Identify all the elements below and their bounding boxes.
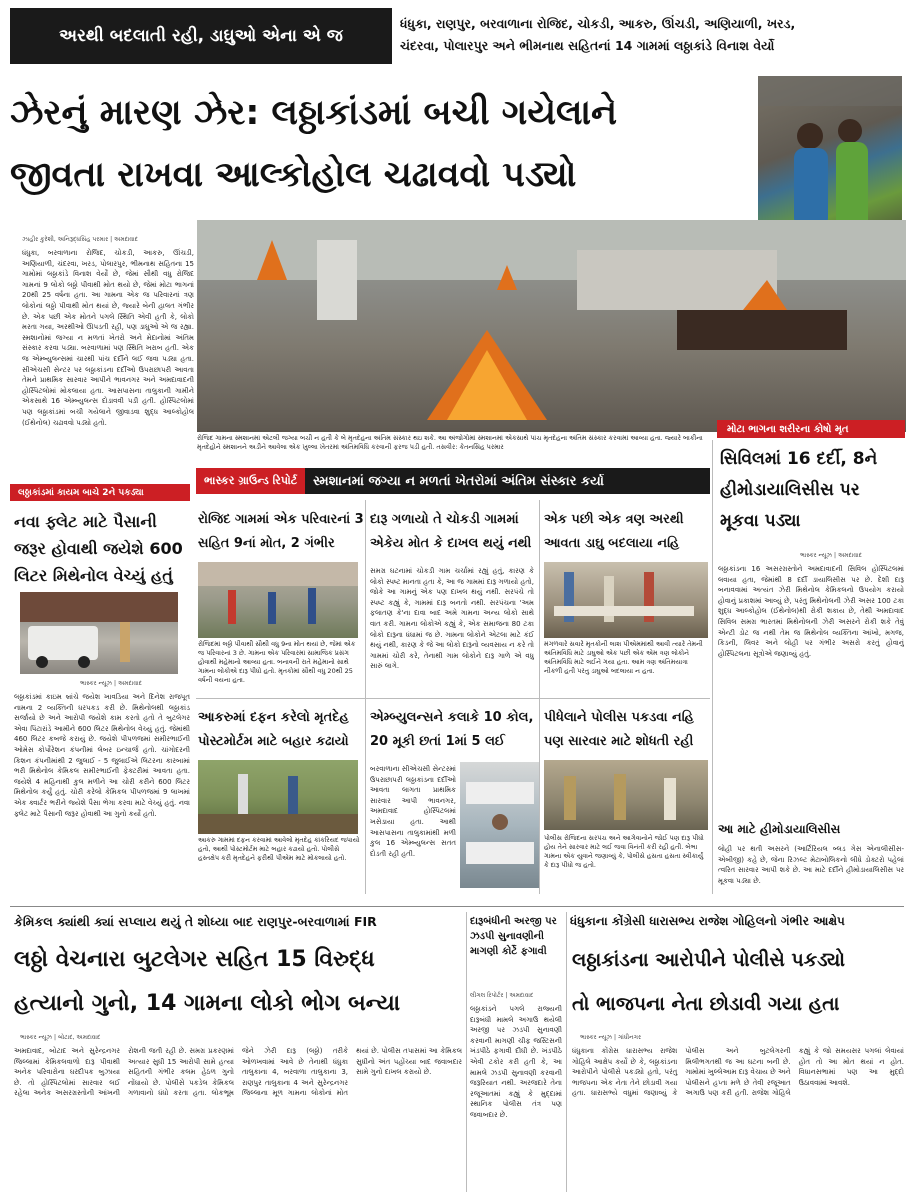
bottom-right-body: ધંધુકાના કોંગ્રેસ ધારાસભ્ય રાજેશ ગોહિલે આક્ષેપ કર્યો છે કે, લઠ્ઠાકાંડના આરોપીને પોલીસે પકડ્યો હતો, પરંતુ ભાજપના એક નેતા તેને છોડાવી ગયા હતા. ધારાસભ્યે વધુમાં જણાવ્યું કે પોલીસ અને બુટલેગરની મિલીભગતથી જ આ ઘટના બની છે. ગામોમાં ખુલ્લેઆમ દારૂ વેચાય છે અને પોલીસને હપ્તા મળે છે તેવી રજૂઆત અગાઉ પણ કરી હતી. રાજેશ ગોહિલે કહ્યું કે જો સમયસર પગલાં લેવાયાં હોત તો આ મોત થયાં ન હોત. વિધાનસભામાં પણ આ મુદ્દો ઉઠાવવામાં આવશે. xyxy=(572,1047,904,1098)
ground-report-title: સ્મશાનમાં જગ્યા ન મળતાં ખેતરોમાં અંતિમ સંસ્કાર કર્યા xyxy=(313,473,604,489)
story-police-caption: પોલીસ રોજિદના સરપંચ અને આગેવાનોને જોઈ પણ દારૂ પીધો હોય તેને સારવાર માટે લઈ જવા વિનંતી કરી રહી હતી. બેભા ગામના એક યુવાને જણાવ્યું કે, પોલીસે હસતા હસતા સ્વીકાર્યું કે દારૂ પીધો જ હતો. xyxy=(544,834,704,869)
right-story-body2: લોહી પર થતી અસરને (આર્ટિરિયલ બ્લડ ગેસ એનાલીસીસ-એબીજી) કહે છે, જેના રિઝલ્ટ મેટાબોલિકનો લીધે ડોક્ટરો પહેલાં ત્વરિત સારવાર આપી શકે છે. આ માટે દર્દીને હીમોડાયાલિસીસ પર મૂકવા પડ્યા છે. xyxy=(718,845,904,885)
lead-byline: ઝાહીર કુરેશી, અનિરૂદ્ધસિંહ પરમાર | અમદાવાદ xyxy=(22,236,138,243)
bottom-left-headline1: લઠ્ઠો વેચનારા બુટલેગર સહિત 15 વિરુદ્ધ xyxy=(14,947,375,972)
exhumation-photo xyxy=(198,760,358,834)
main-headline-line1: ઝેરનું મારણ ઝેર: લઠ્ઠાકાંડમાં બચી ગયેલાને xyxy=(10,93,618,133)
col-divider-3 xyxy=(712,440,713,894)
pyres-fire-icon xyxy=(197,220,906,432)
bottom-left-headline2: હત્યાનો ગુનો, 14 ગામના લોકો ભોગ બન્યા xyxy=(14,991,401,1016)
top-badge xyxy=(10,8,392,64)
bottom-left-body: અમદાવાદ, બોટાદ અને સુરેન્દ્રનગર જિલ્લામાં કેમિકલવાળો દારૂ પીવાથી અનેક પરિવારોના ઘરદીપક બુઝાયા છે. તો હોસ્પિટલોમાં સારવાર લઈ રહેલા અનેક અસરગ્રસ્તોની આંખની રોશની જતી રહી છે. સમગ્ર પ્રકરણમાં અત્યાર સુધી 15 આરોપી સામે હત્યા સહિતની ગંભીર કલમ હેઠળ ગુનો નોંધાયો છે. પોલીસે પકડેલ કેમિકલ ગળાવાનો ધંધો કરતા હતા. લોકભૂમ જેને ઝેરી દારૂ (લઠ્ઠો) તરીકે ઓળખવામાં આવે છે તેનાથી ધંધુકા તાલુકાના 4, બરવાળા તાલુકાના 3, રાણપુર તાલુકાના 4 અને સુરેન્દ્રનગર જિલ્લાના મૂળ ગામના લોકોનાં મોત થયાં છે. પોલીસ તપાસમાં આ કેમિકલ સુધીનો અંત પહોંચ્યા બાદ જવાબદાર સામે ગુનો દાખલ કરાયો છે. xyxy=(14,1047,462,1098)
col-divider-2 xyxy=(539,500,540,894)
policemen-icon xyxy=(544,760,708,830)
bottom-left-credit: ભાસ્કર ન્યૂઝ | બોટાદ, અમદાવાદ xyxy=(20,1034,101,1041)
main-headline-line2: જીવતા રાખવા આલ્કોહોલ ચઢાવવો પડ્યો xyxy=(10,155,577,195)
patient-bed-icon xyxy=(460,762,540,888)
cremation-ground-photo xyxy=(197,220,906,432)
police-van-icon xyxy=(20,592,178,674)
story-rojid-headline: રોજિદ ગામમાં એક પરિવારનાં 3 સહિત 9નાં મોત, 2 ગંભીર xyxy=(198,512,364,551)
left-story-credit: ભાસ્કર ન્યૂઝ | અમદાવાદ xyxy=(80,680,142,687)
funeral-procession-photo xyxy=(544,562,708,638)
cells-dead-label-text: મોટા ભાગના શરીરના કોષો મૃત xyxy=(727,423,849,435)
bottom-right-headline2: તો ભાજપના નેતા છોડાવી ગયા હતા xyxy=(572,993,840,1015)
story-rojid-caption: રોજિદમાં લઠ્ઠો પીવાથી સૌથી વધુ 9ના મોત થયાં છે, જેમાં એક જ પરિવારનાં 3 છે. ગામના એક પરિવારમાં સામાજિક પ્રસંગ હોવાથી મહેમાનો આવ્યા હતા. બનાવની રાતે મહેમાનો સાથે ગામના લોકોએ દારૂ પીધો હતો. મૃતકોમાં સૌથી વધુ 20થી 25 વર્ષની વયના હતા. xyxy=(198,640,356,684)
bottom-divider xyxy=(10,906,904,907)
police-van-photo xyxy=(20,592,178,674)
right-story-credit: ભાસ્કર ન્યૂઝ | અમદાવાદ xyxy=(800,552,862,559)
story-ambulance-headline: એમ્બ્યુલન્સને કલાકે 10 કોલ, 20 મૂકી છતાં 1માં 5 લઈ xyxy=(370,710,534,749)
bottom-col-divider-1 xyxy=(466,912,467,1192)
bottom-left-kicker: કેમિકલ ક્યાંથી ક્યાં સપ્લાય થયું તે શોધ્યા બાદ રાણપુર-બરવાળામાં FIR xyxy=(14,914,377,929)
story-chokdi-body: સમગ્ર ઘટનામાં ચોકડી ગામ ચર્ચામાં રહ્યું હતું, કારણ કે લોકો સ્પષ્ટ માનતા હતા કે, આ જ ગામમાં દારૂ ગળાયો હતો, જોકે આ ગામનું એક પણ દાખલ થયું નથી. સરપંચે તો સ્પષ્ટ કહ્યું કે, ગામમાં દારૂ બનતો નથી. સરપંચના 'અમ ફલાતણ કે'ના દાવા બાદ અમે ગામના અન્ય લોકો સાથે વાત કરી. ગામના લોકોએ કહ્યું કે, એક સમાજના 80 ટકા લોકો દારૂના ધંધામાં જ છે. ગામના લોકોને એટલા માટે કંઈ થયું નથી, કારણ કે જે આ લોકો દારૂનો વ્યવસાય ન કરે તો ગામમાં ચોરી કરે, તેનાથી ગામ લોકોને દારૂ ગાળે એ વધુ સારું લાગે. xyxy=(370,567,534,671)
story-ambulance-body: બરવાળાના સીએચસી સેન્ટરમાં ઉપરાછાપરી લઠ્ઠાકાંડના દર્દીઓ આવતા લાગતા પ્રાથમિક સારવાર આપી ભાવનગર, અમદાવાદ હોસ્પિટલમાં ખસેડાયા હતા. આથી આસપાસના તાલુકામાંથી મળી કુલ 16 એમ્બ્યુલન્સ સતત દોડતી રહી હતી. xyxy=(370,765,456,858)
top-badge-text: અરથી બદલાતી રહી, ડાઘુઓ એના એ જ xyxy=(59,26,343,46)
mid-divider xyxy=(196,698,710,699)
story-chokdi-headline: દારૂ ગળાયો તે ચોકડી ગામમાં એકેય મોત કે દાખલ થયું નથી xyxy=(370,512,532,551)
bottom-mid-credit: લીગલ રિપોર્ટર | અમદાવાદ xyxy=(470,992,534,999)
procession-icon xyxy=(544,562,708,638)
left-story-headline: નવા ફ્લેટ માટે પૈસાની જરૂર હોવાથી જયેશે 600 લિટર મિથેનોલ વેચ્યું હતું xyxy=(14,512,183,585)
top-summary-line1: ધંધુકા, રાણપુર, બરવાળાના રોજિદ, ચોકડી, આકરુ, ઊંચડી, અણિયાળી, ખરડ, xyxy=(400,16,796,31)
right-story-headline: સિવિલમાં 16 દર્દી, 8ને હીમોડાયાલિસીસ પર મૂકવા પડ્યા xyxy=(720,449,878,531)
hospital-patients-photo xyxy=(460,762,540,888)
right-story-subhead: આ માટે હીમોડાયાલિસીસ xyxy=(718,822,841,836)
police-search-photo xyxy=(544,760,708,830)
main-headline xyxy=(10,82,750,222)
story-arthi-caption: મંગળવારે સવારે મૃતકોની લાશ પીએમમાંથી આવી ત્યારે તેમની અંતિમવિધિ માટે ડાઘુઓ એક પછી એક એમ ત્રણ લોકોને અંતિમવિધિ માટે લઈને ગયા હતા. આમ ત્રણ અંતિમયાત્રા નીકળી હતી પરંતુ ડાઘુઓ બદલાયા ન હતા. xyxy=(544,640,703,675)
ground-report-brand: ભાસ્કર ગ્રાઉન્ડ રિપોર્ટ xyxy=(196,468,305,494)
bottom-right-credit: ભાસ્કર ન્યૂઝ | ગાંધીનગર xyxy=(580,1034,642,1041)
top-summary xyxy=(396,8,904,64)
villagers-icon xyxy=(198,562,358,638)
bottom-mid-kicker: દારૂબંધીની અરજી પર ઝડપી સુનાવણીની માગણી કોર્ટે ફગાવી xyxy=(470,916,557,957)
story-akaru-headline: આકરુમાં દફન કરેલો મૃતદેહ પોસ્ટમોર્ટમ માટે બહાર કઢાયો xyxy=(198,710,349,749)
story-akaru-caption: આકરુ ગામમાં દફન કરવામાં આવેલો મૃતદેહ કાંકરિયદ જપાયો હતો, આથી પોસ્ટમોર્ટમ માટે બહાર કઢાયો હતો. પોલીસે હસ્તક્ષેપ કરી મૃતદેહને ફરીથી પીએમ માટે મોકલાયો હતો. xyxy=(198,836,360,862)
top-summary-line2: ચંદરવા, પોલારપુર અને ભીમનાથ સહિતનાં 14 ગામમાં લઠ્ઠાકાંડે વિનાશ વેર્યો xyxy=(400,38,775,53)
right-story-body: લઠ્ઠાકાંડના 16 અસરગ્રસ્તોને અમદાવાદની સિવિલ હોસ્પિટલમાં લવાયા હતા, જેમાંથી 8 દર્દી ડાયાલિસીસ પર છે. દેશી દારૂ બનાવવામાં અત્યંત ઝેરી મિથેનોલ કેમિકલનો ઉપયોગ કરાયો હોવાનું પ્રકાશમાં આવ્યું છે, પરંતુ મિથેનોલની ઝેરી અસર 100 ટકા શુદ્ધ આલ્કોહોલ (ઈથેનોલ)થી રોકી શકાય છે, તેથી અમદાવાદ સિવિલ સમગ્ર ભારતમાં મિથેનોલની ઝેરી અસરને રોકી શકે તેવું એન્ટી ડોટ જ નથી તેમ જ મિથેનોલ વ્યક્તિના આંખો, મગજ, કિડની, લિવર અને લોહી પર ગંભીર અસરો કરતું હોવાનું હોસ્પિટલના સૂત્રોએ જણાવ્યું હતું. xyxy=(718,565,904,658)
story-police-headline: પીધેલાને પોલીસ પકડવા નહિ પણ સારવાર માટે શોધતી રહી xyxy=(544,710,694,749)
left-red-label-text: લઠ્ઠાકાંડમાં કાયમ બાચે 2ને પકડ્યા xyxy=(18,487,144,498)
col-divider-1 xyxy=(365,500,366,894)
story-arthi-headline: એક પછી એક ત્રણ અરથી આવતા ડાઘુ બદલાયા નહિ xyxy=(544,512,684,551)
left-red-label xyxy=(10,484,190,501)
left-story-body: લઠ્ઠાકાંડમાં કાઇમ બ્રાંચે જયેશ ખાવડિયા અને દિનેશ રાજપૂત નામના 2 વ્યક્તિની ધરપકડ કરી છે. મિથેનોલથી લઠ્ઠાકાંડ સર્જાયો છે અને આરોપી જયેશે કામ કરતો હતો તે બુટલેગર એવા પિંટારાંડે આમીને 600 લિટર મિથેનોલ વેચ્યું હતું. જેમાંથી 460 લિટર કબજે કરાયું છે. જયેશે પીપળજમાં સમીરભાઈની ઓમેસ કોર્પોરેશન કંપનીમાં લેબર ઇન્ચાર્જ હતો. ચાંગોદરની કિશન કંપનીમાંથી 2 જુલાઈ - 5 જુલાઈએ લિટરના કારબામાં ભરી મિથેનોલ કેમિકલ સમીરભાઈની ફેક્ટરીમાં આવતા હતા. જયેશે 4 મહિનાથી કુલ મળીને આ ચોરી કરીને 600 લિટર મિથેનોલ કર્યું હતું. ચોરી કરેલો કેમિકલ પીપળજમાં 9 લાખમાં એક ક્વાર્ટર ભરીને જ્યેશે પૈસા ભેગા કરવા માટે વેચ્યું હતું. નવા ફ્લેટ માટે પૈસાની જરૂર હોવાથી આ ગુનો કર્યો હતો. xyxy=(14,693,190,818)
bottom-mid-body: લઠ્ઠાકાંડને પગલે રાજ્યની દારૂબંધી મામલે અગાઉ થયેલી અરજી પર ઝડપી સુનાવણી કરવાની માગણી ચીફ જસ્ટિસની ખંડપીઠે ફગાવી દીધી છે. ખંડપીઠે એવી ટકોર કરી હતી કે, આ મામલે ઝડપી સુનાવણી કરવાની જરૂરિયાત નથી. અરજદારે તેના રજૂઆતમાં કહ્યું કે મુદ્દામાં સ્થાનિક પોલીસ તંત્ર પણ જવાબદાર છે. xyxy=(470,1005,562,1119)
bottom-right-kicker: ધંધુકાના કોંગ્રેસી ધારાસભ્ય રાજેશ ગોહિલનો ગંભીર આક્ષેપ xyxy=(570,914,845,928)
rojid-village-photo xyxy=(198,562,358,638)
ground-report-strip xyxy=(196,468,710,494)
main-photo-caption: રોજિદ ગામના સ્મશાનમાં એટલી જગ્યા બચી ન હતી કે બે મૃતદેહના અંતિમ સંસ્કાર થઇ શકે. આ અંજોગોમાં સ્મશાનમાં એકસાથે પાંચ મૃતદેહના અંતિમ સંસ્કાર કરવામાં આવ્યા હતા. જ્યારે બાકીના મૃતદેહોને સ્મશાનને અડીને આવેલા એક ખુલ્લા ખેતરમાં અંતિમવિધિ કરવાની ફરજ પડી હતી. તસવીર: કેતનસિંહ પરમાર xyxy=(197,434,703,451)
lead-body: ધંધુકા, બરવાળાના રોજિદ, ચોકડી, આકરુ, ઊંચડી, અણિયાળી, ચંદરવા, ખરડ, પોલારપુર, ભીમનાથ સહિતના 15 ગામોમાં લઠ્ઠાકાંડે વિનાશ વેર્યો છે, જેમાં સૌથી વધુ રોજિદ ગામનાં 9 લોકો લઠ્ઠો પીવાથી મોત થયો છે, જેમાં મોટા ભાગનાં 20થી 25 વર્ષના હતા. આ ગામના એક જ પરિવારનાં ત્રણ લોકોનાં લઠ્ઠો પીવાથી મોત થયાં છે, જ્યારે બેની હાલત ગંભીર છે. એક પછી એક મોતને પગલે સ્થિતિ એવી હતી કે, લોકો મરતા ગયા, અરથીઓ ઊપડતી રહી, પણ ડાઘુઓ એ જ રહ્યા. સ્મશાનોમાં જગ્યા ન મળતાં ખેતરો અને મેદાનોમાં અંતિમ સંસ્કાર કરવા પડ્યા. બરવાળામાં પણ સ્થિતિ ખરાબ હતી. એક જ એમ્બ્યુલન્સમાં ચારથી પાંચ દર્દીને લઈ જવા પડ્યા હતા. સીએચસી સેન્ટર પર લઠ્ઠાકાંડના દર્દીઓ ઉપરાછાપરી આવતા તેમને પ્રાથમિક સારવાર આપીને ભાવનગર અને અમદાવાદની હોસ્પિટલોમાં મોકલાયા હતા. આસપાસના તાલુકાની ગામીને એકસાથે 16 એમ્બ્યુલન્સ દોડાવવી પડી હતી. હોસ્પિટલોમાં પણ લઠ્ઠાકાંડમાં બચી ગયેલાને જીવાડવા શુદ્ધ આલ્કોહોલ (ઈથેનોલ) ચઢાવવો પડ્યો હતો. xyxy=(22,249,194,427)
bottom-col-divider-2 xyxy=(566,912,567,1192)
workers-icon xyxy=(198,760,358,834)
cells-dead-label xyxy=(717,420,905,438)
bottom-right-headline1: લઠ્ઠાકાંડના આરોપીને પોલીસે પકડ્યો xyxy=(572,949,846,971)
